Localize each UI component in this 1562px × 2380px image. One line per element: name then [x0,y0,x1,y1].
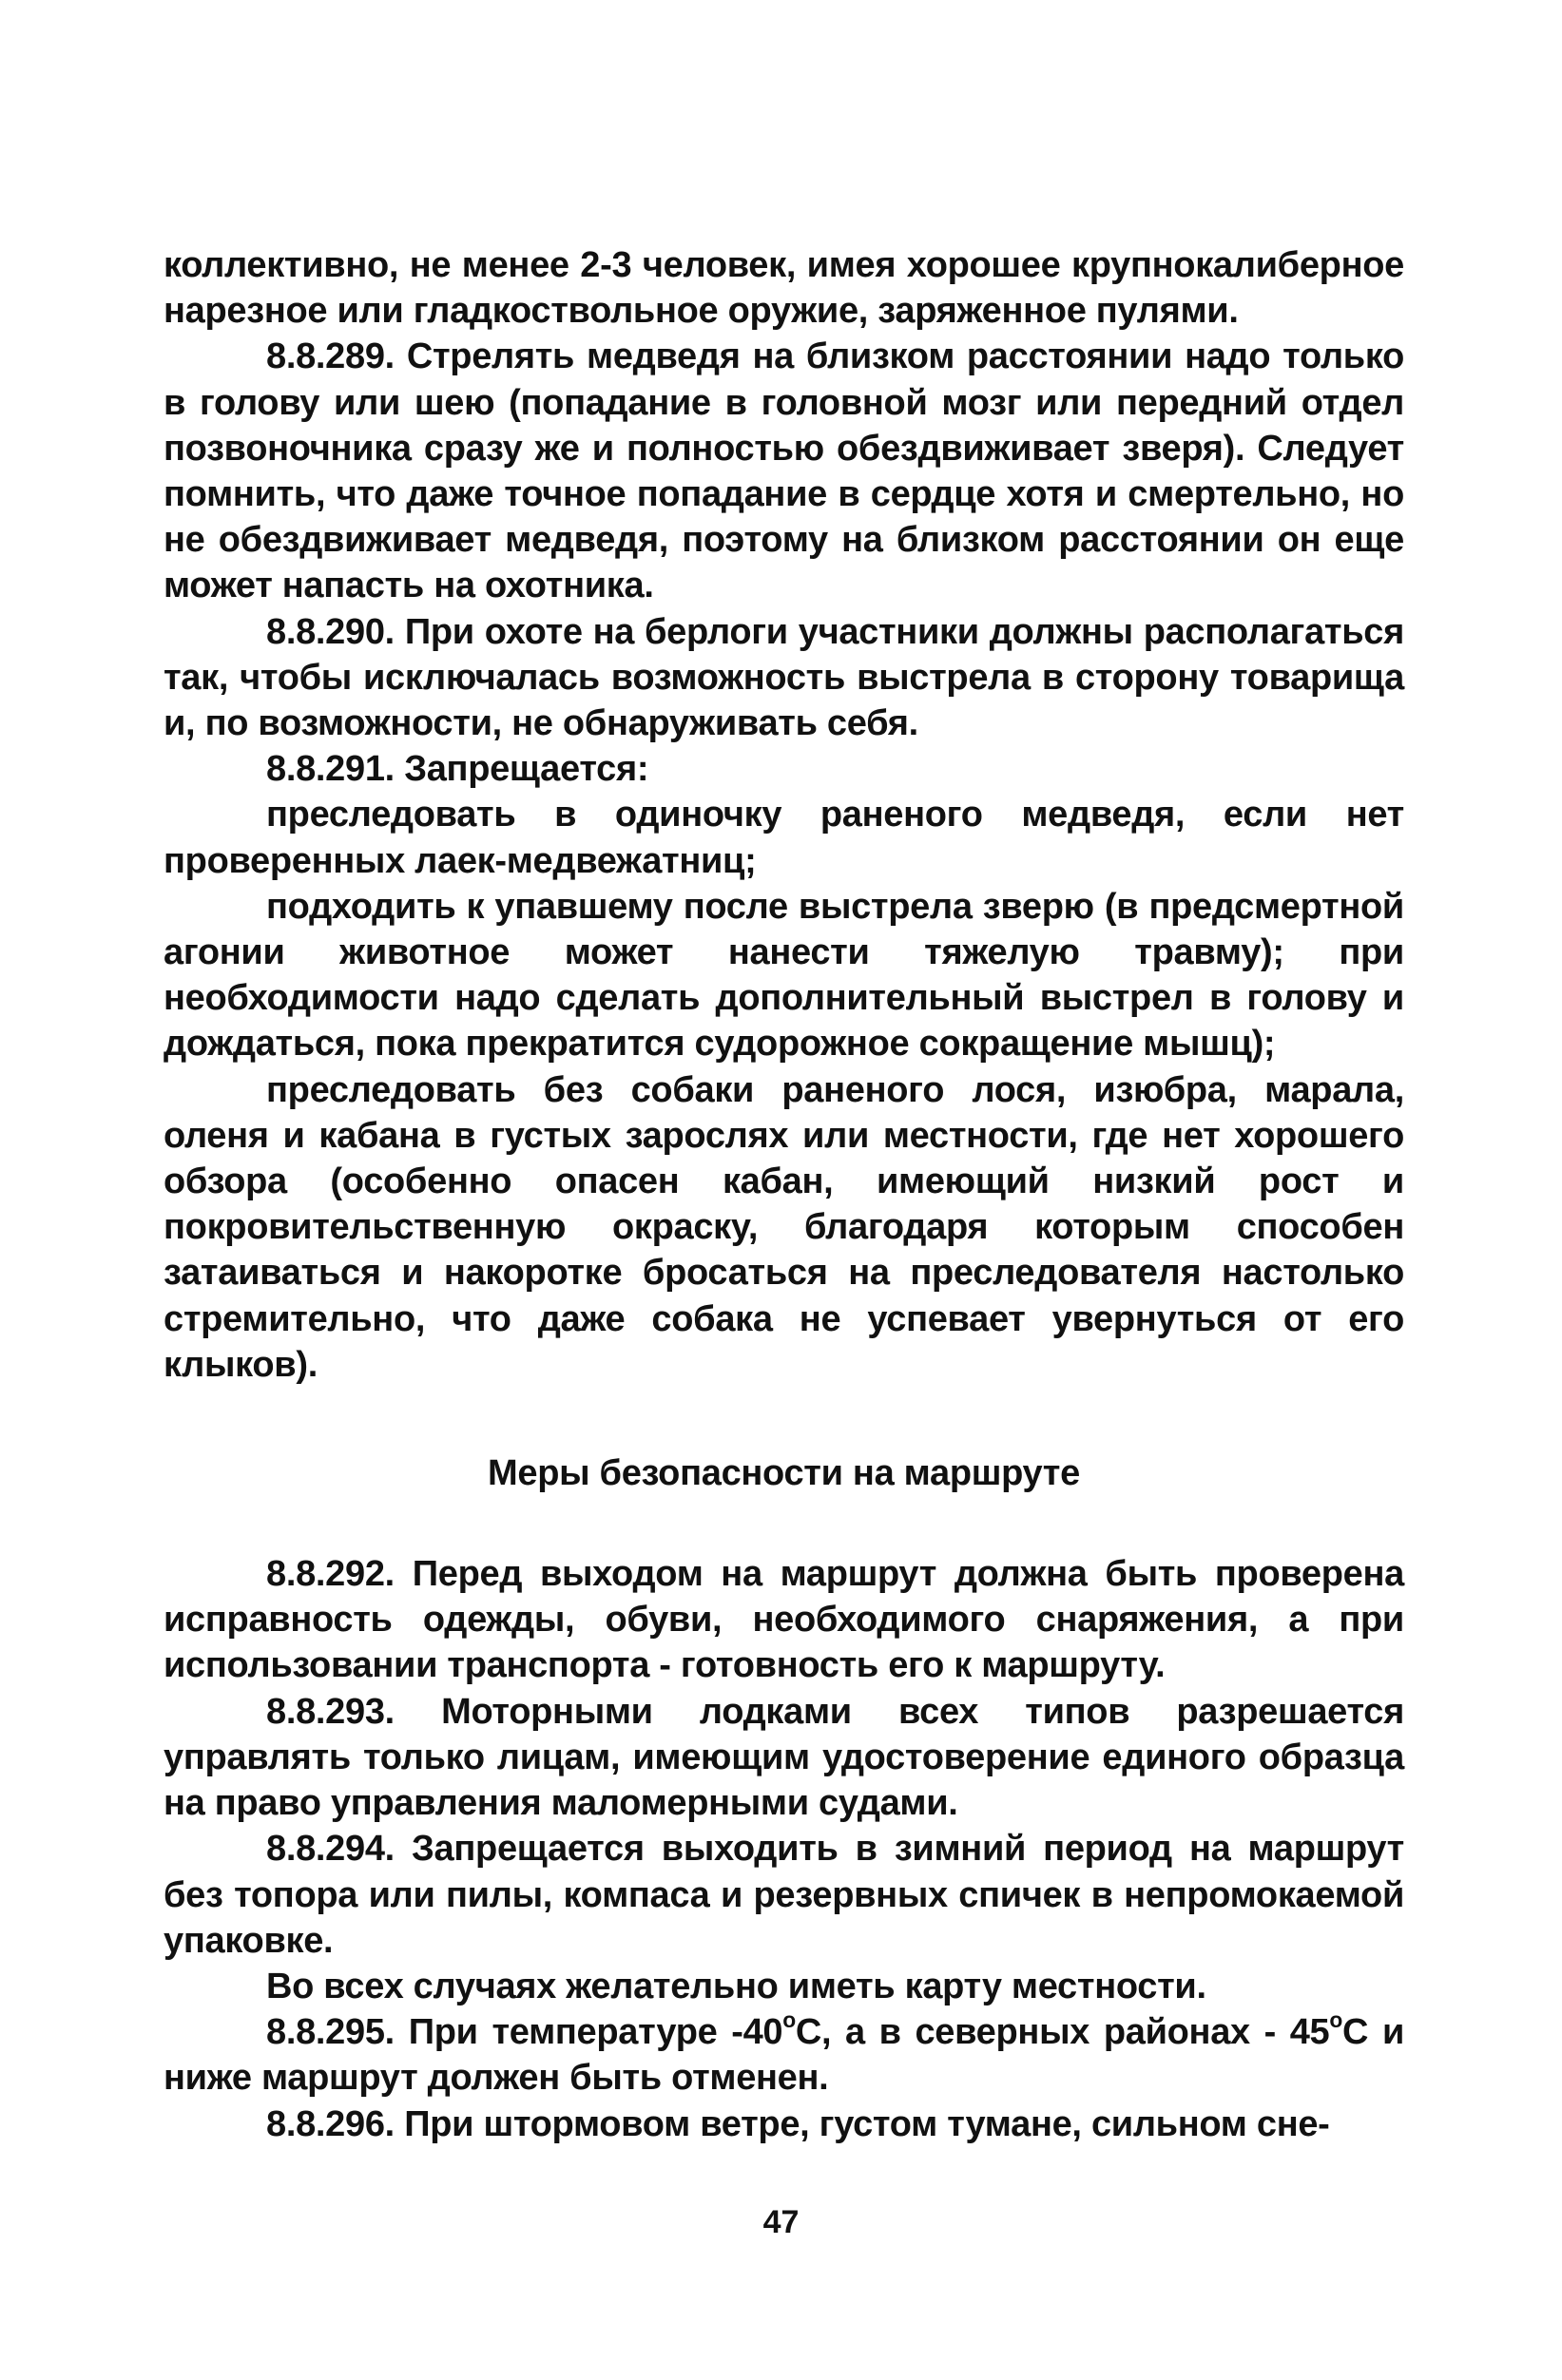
paragraph: 8.8.290. При охоте на берлоги участники должны располагаться так, чтобы исключалась возможность выстрела в сторону товарища и, по возможности, не обнаруживать себя. [164,611,1404,744]
paragraph: 8.8.289. Стрелять медведя на близком расстоянии надо только в голову или шею (попадание в головной мозг или передний отдел позвоночника сразу же и полностью обездвиживает зверя). Следует помнить, что даже точное попадание в сердце хотя и смертельно, но не обездвиживает медведя, поэтому на близком расстоянии он еще может напасть на охотника. [164,336,1404,606]
degree-mark: о [782,2007,796,2033]
temp-text-prefix: 8.8.295. При температуре -40 [266,2012,783,2053]
paragraph: 8.8.296. При штормовом ветре, густом тумане, сильном сне- [266,2103,1330,2144]
temp-text-mid: С, а в северных районах - 45 [795,2012,1330,2053]
paragraph: коллективно, не менее 2-3 человек, имея хорошее крупнокалиберное нарезное или гладкоствольное оружие, заряженное пулями. [164,245,1404,332]
paragraph: 8.8.291. Запрещается: [266,749,649,790]
temperature-paragraph [164,2009,1404,2101]
paragraph: 8.8.293. Моторными лодками всех типов разрешается управлять только лицам, имеющим удостоверение единого образца на право управления маломерными судами. [164,1691,1404,1824]
paragraph: подходить к упавшему после выстрела зверю (в предсмертной агонии животное может нанести тяжелую травму); при необходимости надо сделать дополнительный выстрел в голову и дождаться, пока прекратится судорожное сокращение мышц); [164,886,1404,1065]
section-heading: Меры безопасности на маршруте [488,1453,1080,1494]
page-text [164,242,1404,2147]
paragraph: преследовать в одиночку раненого медведя, если нет проверенных лаек-медвежатниц; [164,795,1404,881]
temp-text-suffix: С и ниже маршрут должен быть отменен. [164,2012,1405,2099]
paragraph: 8.8.294. Запрещается выходить в зимний период на маршрут без топора или пилы, компаса и резервных спичек в непромокаемой упаковке. [164,1829,1404,1961]
paragraph: Во всех случаях желательно иметь карту местности. [266,1966,1206,2006]
degree-mark: о [1329,2007,1343,2033]
page-number: 47 [762,2204,800,2240]
paragraph: 8.8.292. Перед выходом на маршрут должна быть проверена исправность одежды, обуви, необходимого снаряжения, а при использовании транспорта - готовность его к маршруту. [164,1554,1404,1686]
paragraph: преследовать без собаки раненого лося, изюбра, марала, оленя и кабана в густых зарослях или местности, где нет хорошего обзора (особенно опасен кабан, имеющий низкий рост и покровительственную окраску, благодаря которым способен затаиваться и накоротке бросаться на преследователя настолько стремительно, что даже собака не успевает увернуться от его клыков). [164,1069,1404,1385]
